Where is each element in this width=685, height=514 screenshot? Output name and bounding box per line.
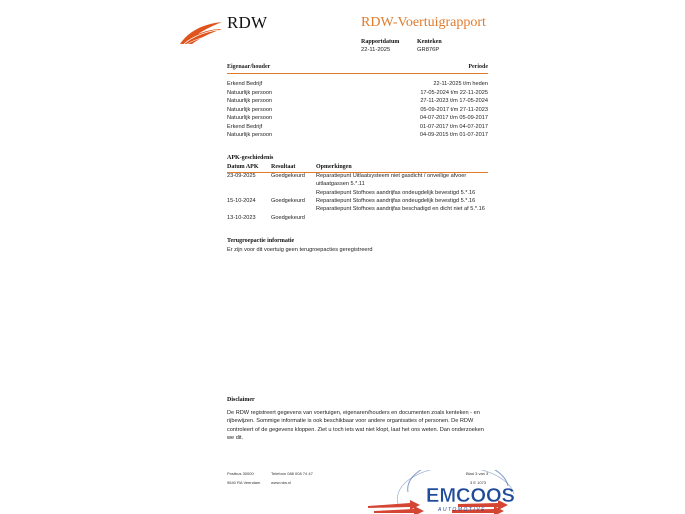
apk-date: 15-10-2024 <box>227 198 256 204</box>
owner-period: 22-11-2025 t/m heden <box>433 81 488 87</box>
owners-col-left: Eigenaar/houder <box>227 64 271 70</box>
owner-row <box>227 114 488 122</box>
owner-period: 04-09-2015 t/m 01-07-2017 <box>419 132 488 138</box>
apk-remark: Reparatiepunt Stofhoes aandrijfas beschadigd en dicht niet af 5.*.16 <box>316 206 485 213</box>
apk-remark: Reparatiepunt Stofhoes aandrijfas ondeugdelijk bevestigd 5.*.16 <box>316 189 476 196</box>
owner-period: 17-05-2024 t/m 22-11-2025 <box>420 89 488 96</box>
owner-type: Natuurlijk persoon <box>227 132 273 138</box>
owner-row <box>227 97 488 105</box>
footer-phone: Telefoon 088 008 74 47 <box>271 471 313 476</box>
disclaimer-title: Disclaimer <box>227 397 255 403</box>
owner-row <box>227 106 488 114</box>
owners-divider <box>227 73 488 74</box>
apk-col-result: Resultaat <box>271 164 296 170</box>
disclaimer-line: De RDW registreert gegevens van voertuigen, eigenaren/houders en documenten zoals kenteken - en <box>227 410 480 416</box>
footer-address: 9640 RA Veendam <box>227 480 261 485</box>
owner-type: Natuurlijk persoon <box>227 98 273 104</box>
footer-website[interactable]: www.rdw.nl <box>271 480 292 485</box>
disclaimer-line: we dit. <box>227 434 244 441</box>
owner-type: Natuurlijk persoon <box>227 106 273 113</box>
apk-date: 23-09-2025 <box>227 173 256 179</box>
apk-remark: uitlaatgassen 5.*.11 <box>316 181 365 188</box>
apk-col-date: Datum APK <box>227 164 259 170</box>
emcoos-watermark-logo <box>368 470 518 514</box>
apk-section-title: APK-geschiedenis <box>227 155 274 161</box>
owner-type: Erkend Bedrijf <box>227 81 263 87</box>
owner-type: Natuurlijk persoon <box>227 89 273 96</box>
emcoos-text: EMCOOS <box>426 485 515 507</box>
owner-row <box>227 80 488 88</box>
owner-row <box>227 89 488 97</box>
footer-code: 3 E 1073 <box>470 480 487 485</box>
owner-period: 04-07-2017 t/m 05-09-2017 <box>419 115 488 121</box>
disclaimer-text <box>227 409 489 442</box>
rdw-logo-mark-icon <box>178 20 224 46</box>
apk-date: 13-10-2023 <box>227 215 256 221</box>
apk-result: Goedgekeurd <box>271 215 305 221</box>
owners-col-right: Periode <box>468 64 488 70</box>
recall-title: Terugroepactie informatie <box>227 238 295 244</box>
apk-result: Goedgekeurd <box>271 173 305 179</box>
report-title: RDW-Voertuigrapport <box>361 15 486 30</box>
brand-name: RDW <box>227 13 268 32</box>
apk-result: Goedgekeurd <box>271 198 305 204</box>
footer-page: Blad 3 van 3 <box>466 471 489 476</box>
owner-type: Natuurlijk persoon <box>227 115 273 121</box>
kenteken-value: GR876P <box>417 47 440 53</box>
rapportdatum-value: 22-11-2025 <box>361 47 391 53</box>
apk-col-remarks: Opmerkingen <box>316 164 352 170</box>
recall-text: Er zijn voor dit voertuig geen terugroepacties geregistreerd <box>227 247 373 253</box>
emcoos-subtext: AUTOMOTIVE <box>438 507 486 513</box>
disclaimer-line: rijbewijzen. Sommige informatie is ook beschikbaar voor andere organisaties of personen. De RDW <box>227 418 474 425</box>
kenteken-label: Kenteken <box>417 39 442 45</box>
owner-row <box>227 123 488 131</box>
owner-period: 01-07-2017 t/m 04-07-2017 <box>419 123 488 130</box>
rapportdatum-label: Rapportdatum <box>361 39 400 45</box>
owner-row <box>227 131 488 139</box>
owner-type: Erkend Bedrijf <box>227 123 263 130</box>
disclaimer-line: controleert of de gegevens kloppen. Ziet u toch iets wat niet klopt, laat het ons weten. Dan onderzoeken <box>227 426 484 433</box>
footer-postbus: Postbus 30000 <box>227 471 254 476</box>
owner-period: 27-11-2023 t/m 17-05-2024 <box>420 98 488 104</box>
apk-remark: Reparatiepunt Uitlaatsysteem niet gasdicht / onveilige afvoer <box>316 173 467 179</box>
apk-remark: Reparatiepunt Stofhoes aandrijfas ondeugdelijk bevestigd 5.*.16 <box>316 198 476 204</box>
owner-period: 05-09-2017 t/m 27-11-2023 <box>420 106 488 113</box>
